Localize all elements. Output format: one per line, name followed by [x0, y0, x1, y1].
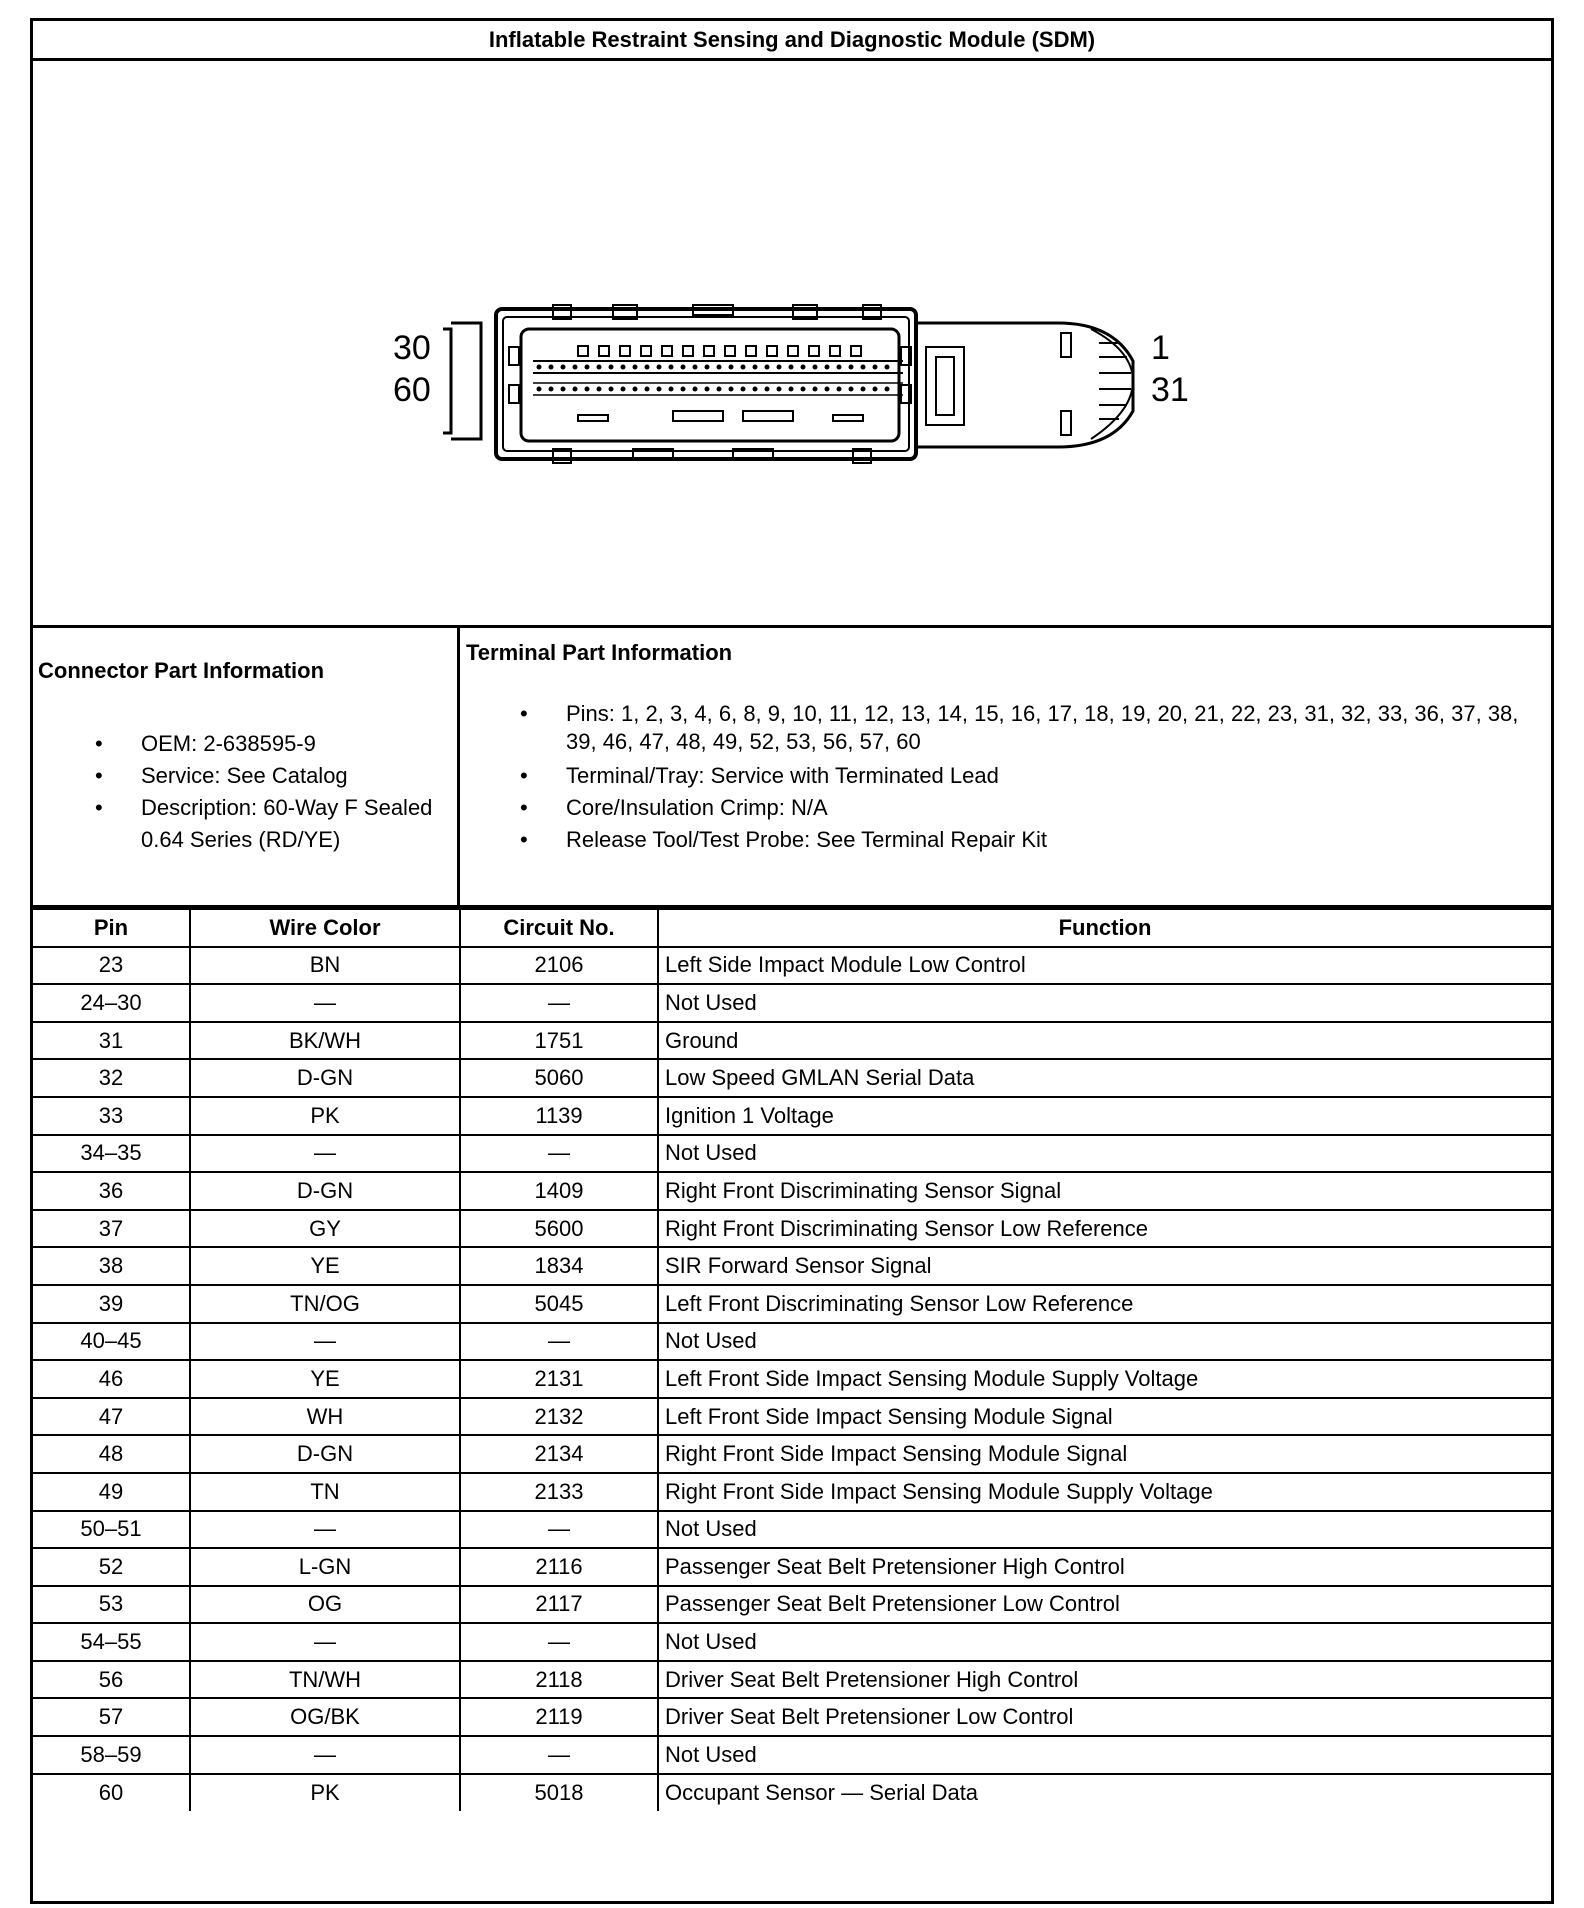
pin-label-31: 31 [1151, 371, 1189, 409]
connector-diagram [33, 61, 1551, 628]
function-cell: Ground [658, 1022, 1551, 1060]
list-item: • Core/Insulation Crimp: N/A [514, 792, 1544, 824]
pin-label-30: 30 [393, 329, 431, 367]
wire-color-cell: TN [190, 1473, 460, 1511]
wire-color-cell: — [190, 1736, 460, 1774]
wire-color-cell: D-GN [190, 1059, 460, 1097]
pin-cell: 52 [33, 1548, 190, 1586]
table-row [33, 1022, 1551, 1060]
function-cell: Occupant Sensor — Serial Data [658, 1774, 1551, 1812]
wire-color-cell: PK [190, 1774, 460, 1812]
table-row [33, 1661, 1551, 1699]
pin-cell: 47 [33, 1398, 190, 1436]
function-cell: Not Used [658, 1736, 1551, 1774]
terminal-part-info [460, 628, 1551, 905]
function-cell: Driver Seat Belt Pretensioner High Control [658, 1661, 1551, 1699]
function-cell: Not Used [658, 1135, 1551, 1173]
wire-color-cell: L-GN [190, 1548, 460, 1586]
table-row [33, 1511, 1551, 1549]
circuit-cell: 2133 [460, 1473, 658, 1511]
circuit-cell: 1751 [460, 1022, 658, 1060]
circuit-cell: 1409 [460, 1172, 658, 1210]
list-item: • OEM: 2-638595-9 [89, 728, 454, 760]
circuit-cell: 2106 [460, 947, 658, 985]
list-item: • Service: See Catalog [89, 760, 454, 792]
function-cell: Ignition 1 Voltage [658, 1097, 1551, 1135]
function-cell: Driver Seat Belt Pretensioner Low Control [658, 1698, 1551, 1736]
function-cell: Right Front Discriminating Sensor Low Reference [658, 1210, 1551, 1248]
list-item: • Description: 60-Way F Sealed 0.64 Series (RD/YE) [89, 792, 454, 856]
circuit-cell: 2118 [460, 1661, 658, 1699]
table-row [33, 1473, 1551, 1511]
pin-cell: 53 [33, 1586, 190, 1624]
table-row [33, 984, 1551, 1022]
function-cell: Not Used [658, 1623, 1551, 1661]
pin-cell: 58–59 [33, 1736, 190, 1774]
pin-cell: 33 [33, 1097, 190, 1135]
wire-color-cell: — [190, 1511, 460, 1549]
wire-color-cell: PK [190, 1097, 460, 1135]
wire-color-cell: — [190, 1135, 460, 1173]
pin-cell: 60 [33, 1774, 190, 1812]
wire-color-cell: BN [190, 947, 460, 985]
pin-cell: 56 [33, 1661, 190, 1699]
wire-color-cell: BK/WH [190, 1022, 460, 1060]
part-info-section [33, 628, 1551, 908]
pin-cell: 37 [33, 1210, 190, 1248]
pin-cell: 46 [33, 1360, 190, 1398]
wire-color-cell: TN/WH [190, 1661, 460, 1699]
pin-cell: 54–55 [33, 1623, 190, 1661]
pin-cell: 50–51 [33, 1511, 190, 1549]
circuit-cell: 5060 [460, 1059, 658, 1097]
circuit-cell: 2134 [460, 1435, 658, 1473]
function-cell: Left Front Discriminating Sensor Low Reference [658, 1285, 1551, 1323]
table-row [33, 1360, 1551, 1398]
wire-color-cell: D-GN [190, 1435, 460, 1473]
table-row [33, 1059, 1551, 1097]
pinout-table [33, 908, 1551, 1811]
table-row [33, 1774, 1551, 1812]
function-cell: Right Front Side Impact Sensing Module Signal [658, 1435, 1551, 1473]
circuit-cell: 2132 [460, 1398, 658, 1436]
table-row [33, 1548, 1551, 1586]
wire-color-cell: — [190, 984, 460, 1022]
circuit-cell: 1139 [460, 1097, 658, 1135]
circuit-cell: 2117 [460, 1586, 658, 1624]
circuit-cell: 2131 [460, 1360, 658, 1398]
table-row [33, 1323, 1551, 1361]
pin-cell: 34–35 [33, 1135, 190, 1173]
header-function: Function [658, 909, 1551, 947]
table-row [33, 1586, 1551, 1624]
table-row [33, 1435, 1551, 1473]
table-row [33, 1135, 1551, 1173]
wire-color-cell: OG [190, 1586, 460, 1624]
pinout-rows [33, 947, 1551, 1812]
circuit-cell: — [460, 1623, 658, 1661]
pin-cell: 24–30 [33, 984, 190, 1022]
wire-color-cell: GY [190, 1210, 460, 1248]
table-row [33, 1736, 1551, 1774]
circuit-cell: — [460, 1135, 658, 1173]
pin-cell: 36 [33, 1172, 190, 1210]
list-item: • Terminal/Tray: Service with Terminated Lead [514, 760, 1544, 792]
circuit-cell: — [460, 984, 658, 1022]
header-pin: Pin [33, 909, 190, 947]
pin-cell: 31 [33, 1022, 190, 1060]
wire-color-cell: YE [190, 1360, 460, 1398]
table-row [33, 1623, 1551, 1661]
table-row [33, 1172, 1551, 1210]
page-title: Inflatable Restraint Sensing and Diagnostic Module (SDM) [33, 21, 1551, 61]
function-cell: Not Used [658, 984, 1551, 1022]
wire-color-cell: YE [190, 1247, 460, 1285]
wire-color-cell: OG/BK [190, 1698, 460, 1736]
circuit-cell: — [460, 1323, 658, 1361]
circuit-cell: 2116 [460, 1548, 658, 1586]
pin-label-1: 1 [1151, 329, 1170, 367]
function-cell: Passenger Seat Belt Pretensioner Low Control [658, 1586, 1551, 1624]
table-row [33, 1210, 1551, 1248]
table-header-row [33, 909, 1551, 947]
pin-cell: 23 [33, 947, 190, 985]
function-cell: Right Front Side Impact Sensing Module Supply Voltage [658, 1473, 1551, 1511]
pin-cell: 48 [33, 1435, 190, 1473]
connector-drawing [33, 61, 1551, 625]
table-row [33, 1247, 1551, 1285]
wire-color-cell: — [190, 1323, 460, 1361]
list-item: • Release Tool/Test Probe: See Terminal Repair Kit [514, 824, 1544, 856]
pin-cell: 40–45 [33, 1323, 190, 1361]
pin-cell: 38 [33, 1247, 190, 1285]
function-cell: Passenger Seat Belt Pretensioner High Control [658, 1548, 1551, 1586]
circuit-cell: 5045 [460, 1285, 658, 1323]
circuit-cell: 5600 [460, 1210, 658, 1248]
function-cell: Left Front Side Impact Sensing Module Supply Voltage [658, 1360, 1551, 1398]
function-cell: Not Used [658, 1511, 1551, 1549]
terminal-info-heading: Terminal Part Information [466, 640, 733, 665]
wire-color-cell: TN/OG [190, 1285, 460, 1323]
pin-cell: 39 [33, 1285, 190, 1323]
function-cell: Low Speed GMLAN Serial Data [658, 1059, 1551, 1097]
pin-cell: 57 [33, 1698, 190, 1736]
wire-color-cell: — [190, 1623, 460, 1661]
function-cell: Left Front Side Impact Sensing Module Signal [658, 1398, 1551, 1436]
list-item: • Pins: 1, 2, 3, 4, 6, 8, 9, 10, 11, 12, 13, 14, 15, 16, 17, 18, 19, 20, 21, 22, 23, 31, 32, 33, 36, 37, 38, 39, 46, 47, 48, 49, 52, 53, 56, 57, 60 [514, 700, 1544, 756]
pin-cell: 49 [33, 1473, 190, 1511]
circuit-cell: 1834 [460, 1247, 658, 1285]
table-row [33, 1698, 1551, 1736]
connector-sheet [30, 18, 1554, 1904]
function-cell: Left Side Impact Module Low Control [658, 947, 1551, 985]
pin-cell: 32 [33, 1059, 190, 1097]
function-cell: Right Front Discriminating Sensor Signal [658, 1172, 1551, 1210]
header-wire-color: Wire Color [190, 909, 460, 947]
terminal-info-list [514, 700, 1544, 856]
function-cell: SIR Forward Sensor Signal [658, 1247, 1551, 1285]
circuit-cell: 2119 [460, 1698, 658, 1736]
wire-color-cell: WH [190, 1398, 460, 1436]
connector-info-list [89, 728, 454, 856]
connector-part-info [33, 628, 460, 905]
function-cell: Not Used [658, 1323, 1551, 1361]
connector-info-heading: Connector Part Information [38, 658, 325, 683]
circuit-cell: — [460, 1511, 658, 1549]
table-row [33, 1398, 1551, 1436]
table-row [33, 1285, 1551, 1323]
circuit-cell: 5018 [460, 1774, 658, 1812]
header-circuit: Circuit No. [460, 909, 658, 947]
wire-color-cell: D-GN [190, 1172, 460, 1210]
circuit-cell: — [460, 1736, 658, 1774]
table-row [33, 947, 1551, 985]
pin-label-60: 60 [393, 371, 431, 409]
table-row [33, 1097, 1551, 1135]
